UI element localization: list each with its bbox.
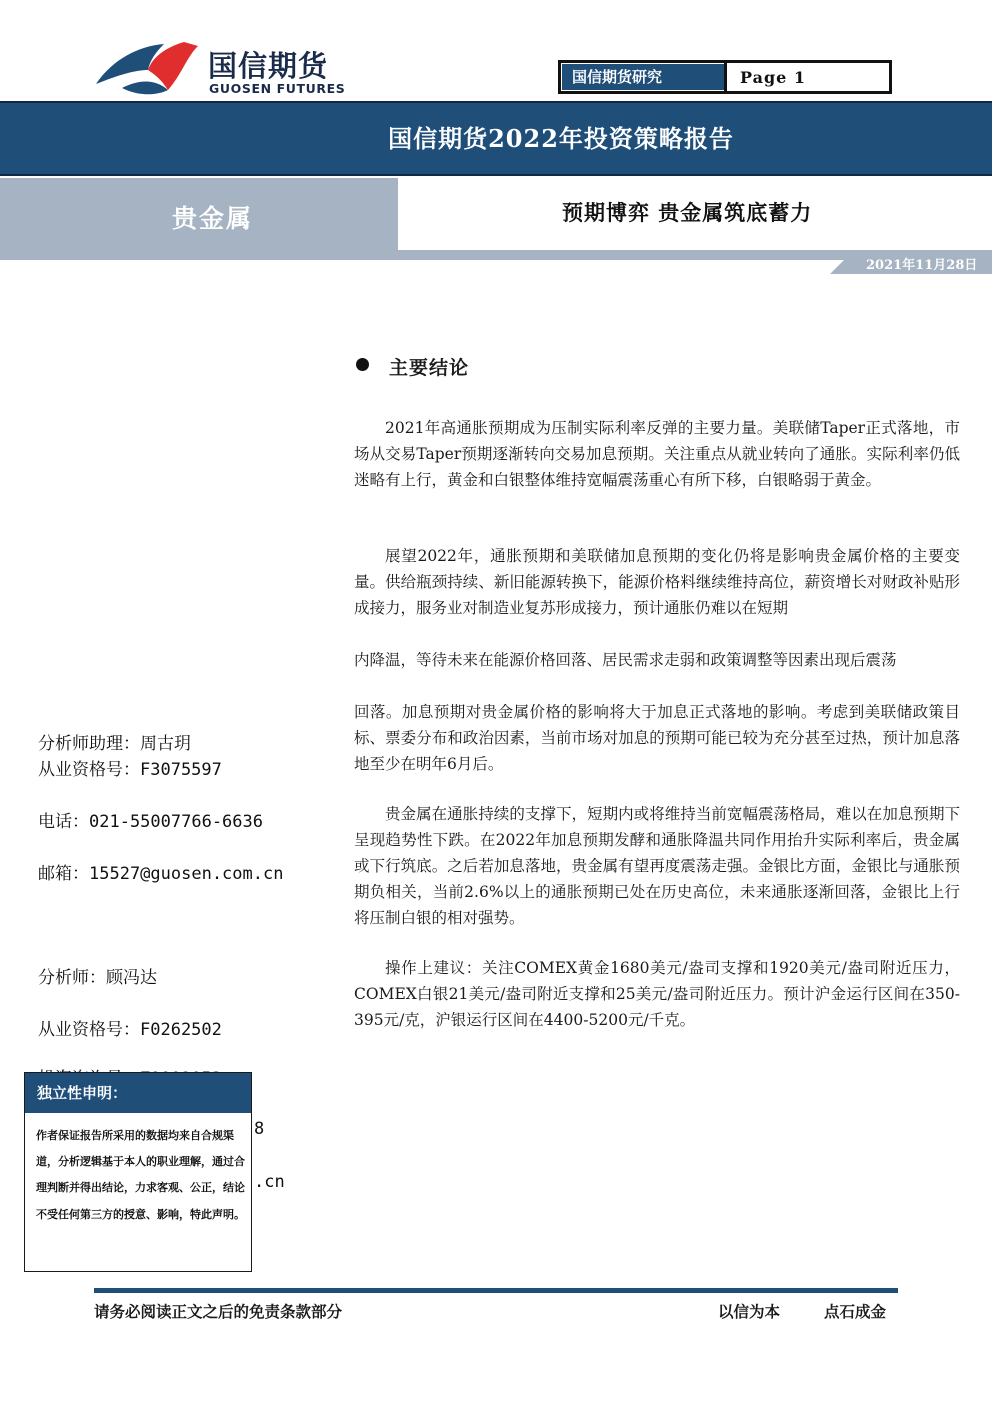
guosen-logo-icon <box>94 40 200 96</box>
research-tag-label: 国信期货研究 <box>562 64 724 90</box>
analyst-assistant: 分析师助理：周古玥 <box>38 734 191 754</box>
paragraph: 2021年高通胀预期成为压制实际利率反弹的主要力量。美联储Taper正式落地，市场从交易Taper预期逐渐转向交易加息预期。关注重点从就业转向了通胀。实际利率仍低迷略有上行，黄金和白银整体维持宽幅震荡重心有所下移，白银略弱于黄金。 <box>354 419 960 489</box>
footer-disclaimer: 请务必阅读正文之后的免责条款部分 <box>94 1302 343 1321</box>
sector-label: 贵金属 <box>172 204 254 233</box>
footer-motto: 点石成金 <box>824 1302 887 1321</box>
analyst-phone-fragment: 8 <box>254 1119 265 1139</box>
report-title: 国信期货2022年投资策略报告 <box>388 124 734 153</box>
declaration-title: 独立性申明： <box>25 1073 251 1113</box>
declaration-body: 作者保证报告所采用的数据均来自合规渠道，分析逻辑基于本人的职业理解，通过合理判断并得出结论，力求客观、公正，结论不受任何第三方的授意、影响，特此声明。 <box>36 1129 245 1221</box>
section-title: 主要结论 <box>389 357 470 379</box>
contact-phone: 电话：021-55007766-6636 <box>38 812 263 832</box>
bullet-icon <box>356 358 369 371</box>
assistant-certificate: 从业资格号：F3075597 <box>38 760 222 780</box>
tag-divider <box>724 60 727 94</box>
logo-english-name: GUOSEN FUTURES <box>209 81 346 96</box>
footer-rule <box>94 1288 898 1293</box>
paragraph: 展望2022年，通胀预期和美联储加息预期的变化仍将是影响贵金属价格的主要变量。供给瓶颈持续、新旧能源转换下，能源价格料继续维持高位，薪资增长对财政补贴形成接力，服务业对制造业复苏形成接力，预计通胀仍难以在短期 <box>354 547 960 617</box>
report-date: 2021年11月28日 <box>866 258 978 273</box>
logo-chinese-name: 国信期货 <box>208 49 329 83</box>
analyst-name: 分析师：顾冯达 <box>38 968 157 988</box>
paragraph: 操作上建议：关注COMEX黄金1680美元/盎司支撑和1920美元/盎司附近压力，COMEX白银21美元/盎司附近支撑和25美元/盎司附近压力。预计沪金运行区间在350-395元/克，沪银运行区间在4400-5200元/千克。 <box>354 959 960 1029</box>
page-number: Page 1 <box>740 68 807 87</box>
analyst-email-fragment: .cn <box>254 1172 285 1192</box>
analyst-certificate: 从业资格号：F0262502 <box>38 1020 222 1040</box>
contact-email: 邮箱：15527@guosen.com.cn <box>38 864 284 884</box>
paragraph: 回落。加息预期对贵金属价格的影响将大于加息正式落地的影响。考虑到美联储政策目标、票委分布和政治因素，当前市场对加息的预期可能已较为充分甚至过热，预计加息落地至少在明年6月后。 <box>354 703 960 773</box>
footer-motto: 以信为本 <box>718 1302 781 1321</box>
paragraph: 贵金属在通胀持续的支撑下，短期内或将维持当前宽幅震荡格局，难以在加息预期下呈现趋势性下跌。在2022年加息预期发酵和通胀降温共同作用抬升实际利率后，贵金属或下行筑底。之后若加息落地，贵金属有望再度震荡走强。金银比方面，金银比与通胀预期负相关，当前2.6%以上的通胀预期已处在历史高位，未来通胀逐渐回落，金银比上行将压制白银的相对强势。 <box>354 805 960 927</box>
report-subtitle: 预期博弈 贵金属筑底蓄力 <box>562 200 813 225</box>
paragraph: 内降温，等待未来在能源价格回落、居民需求走弱和政策调整等因素出现后震荡 <box>354 651 897 669</box>
